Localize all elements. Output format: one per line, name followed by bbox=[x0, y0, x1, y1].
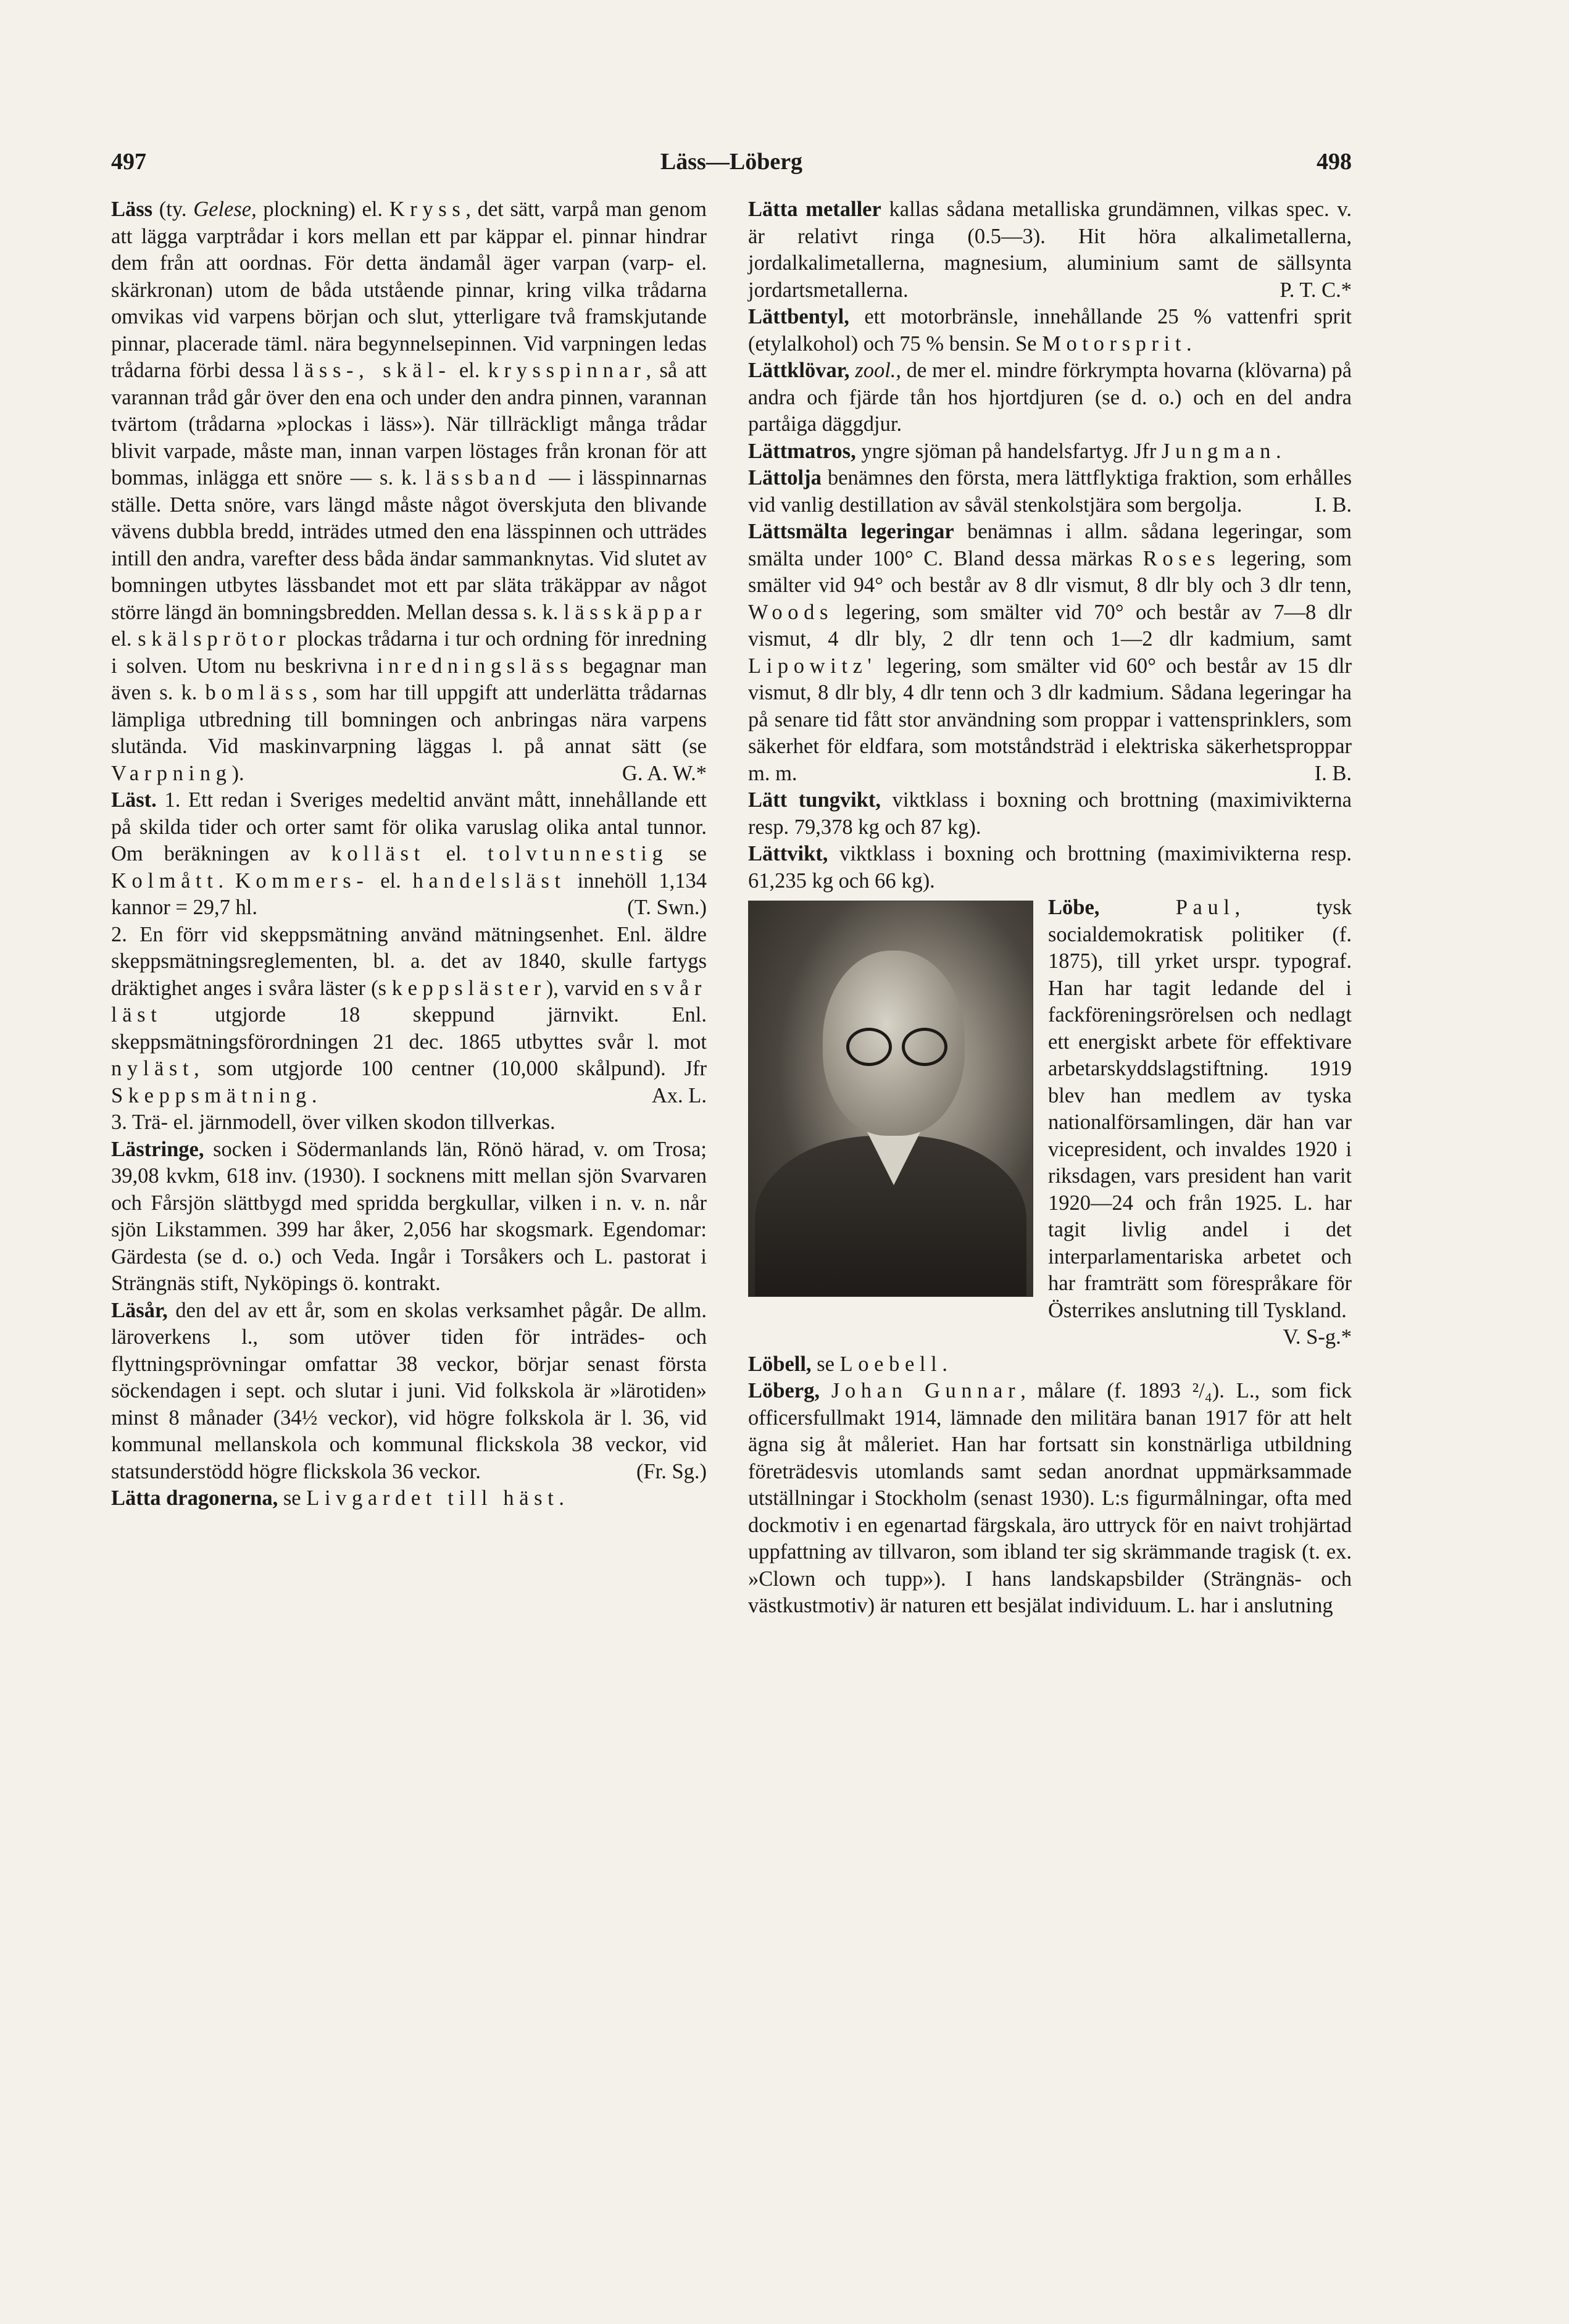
right-column bbox=[748, 196, 1352, 1620]
headword: Lätta metaller bbox=[748, 198, 881, 221]
headword: Löberg, bbox=[748, 1379, 820, 1402]
entry-last-2: 2. En förr vid skeppsmätning använd mätningsenhet. Enl. äldre skeppsmätningsreglementen, bl. a. det av 1840, skulle fartygs dräktighet anges i svåra läster (skeppsläster), varvid en svår läst utgjorde 18 skeppund järnvikt. Enl. skeppsmätningsförordningen 21 dec. 1865 utbyttes svår l. mot nyläst, som utgjorde 100 centner (10,000 skålpund). Jfr Skeppsmätning. Ax. L. bbox=[111, 922, 707, 1110]
headword: Lättmatros, bbox=[748, 439, 856, 463]
author-signature: G. A. W.* bbox=[622, 761, 707, 785]
entry-latta-metaller: Lätta metaller kallas sådana metalliska grundämnen, vilkas spec. v. är relativt ringa (0.5—3). Hit höra alkalimetallerna, jordalkalimetallerna, magnesium, aluminium samt de sällsynta jordartsmetallerna. P. T. C.* bbox=[748, 196, 1352, 304]
portrait-photo bbox=[748, 901, 1033, 1297]
entry-loberg: Löberg, Johan Gunnar, målare (f. 1893 ²/₄). L., som fick officersfullmakt 1914, lämnade den militära banan 1917 för att helt ägna sig åt måleriet. Han har fortsatt sin konstnärliga utbildning företrädesvis utomlands samt sedan anordnat uppmärksammade utställningar i Stockholm (senast 1930). L:s figurmålningar, ofta med dockmotiv i en egenartad färgskala, äro uttryck för en naivt trohjärtad uppfattning av tillvaron, som ibland ter sig skrämmande tragisk (t. ex. »Clown och tupp»). I hans landskapsbilder (Strängnäs- och västkustmotiv) är naturen ett besjälat individuum. L. har i anslutning bbox=[748, 1379, 1352, 1617]
page-header bbox=[111, 148, 1352, 185]
author-signature: (T. Swn.) bbox=[627, 896, 707, 919]
entry-last: Läst. 1. Ett redan i Sveriges medeltid använt mått, innehållande ett på skilda tider och orter samt för olika varuslag olika antal tunnor. Om beräkningen av kolläst el. tolvtunnestig se Kolmått. Kommers- el. handelsläst innehöll 1,134 kannor = 29,7 hl. (T. Swn.) bbox=[111, 787, 707, 922]
eyeglasses-icon bbox=[846, 1028, 892, 1066]
headword: Lättolja bbox=[748, 466, 822, 489]
entry-lattsmalta-legeringar: Lättsmälta legeringar benämnas i allm. sådana legeringar, som smälta under 100° C. Bland dessa märkas Roses legering, som smälter vid 94° och består av 8 dlr vismut, 8 dlr bly och 3 dlr tenn, Woods legering, som smälter vid 70° och består av 7—8 dlr vismut, 4 dlr bly, 2 dlr tenn och 1—2 dlr kadmium, samt Lipowitz' legering, som smälter vid 60° och består av 15 dlr vismut, 8 dlr bly, 4 dlr tenn och 3 dlr kadmium. Sådana legeringar ha på senare tid fått stor användning som proppar i vattensprinklers, som säkerhet för eldfara, som motståndsträd i elektriska säkerhetsproppar m. m. I. B. bbox=[748, 519, 1352, 787]
entry-latta-dragonerna: Lätta dragonerna, se Livgardet till häst. bbox=[111, 1486, 565, 1510]
headword: Lättbentyl, bbox=[748, 305, 849, 328]
entry-lattbentyl: Lättbentyl, ett motorbränsle, innehållande 25 % vattenfri sprit (etylalkohol) och 75 % bensin. Se Motorsprit. bbox=[748, 305, 1352, 356]
headword: Löbe, bbox=[1048, 896, 1100, 919]
entry-lattolja: Lättolja benämnes den första, mera lättflyktiga fraktion, som erhålles vid vanlig destillation av såväl stenkolstjära som bergolja. I. B. bbox=[748, 465, 1352, 519]
entry-lobe: Löbe, Paul , tysk socialdemokratisk politiker (f. 1875), till yrket urspr. typograf. Han har tagit ledande del i fackföreningsrörelsen och nedlagt ett energiskt arbete för effektivare arbetarskyddslagstiftning. 1919 blev han medlem av tyska nationalförsamlingen, där han var vicepresident, och invaldes 1920 i riksdagen, vars president han varit 1920—24 och från 1925. L. har tagit livlig andel i det interparlamentariska arbetet och har framträtt som förespråkare för Österrikes anslutning till Tyskland. V. S-g.* bbox=[748, 894, 1352, 1324]
page-number-left: 497 bbox=[111, 149, 146, 175]
headword: Läss bbox=[111, 198, 153, 221]
entry-lasar: Läsår, den del av ett år, som en skolas verksamhet pågår. De allm. läroverkens l., som utöver tiden för inträdes- och flyttningsprövningar omfattar 38 veckor, börjar senast första söckendagen i sept. och slutar i juni. Vid folkskola är »lärotiden» minst 8 månader (34½ veckor), vid högre folkskola är l. 36, vid kommunal mellanskola och kommunal flickskola 38 veckor, vid statsunderstödd högre flickskola 36 veckor. (Fr. Sg.) bbox=[111, 1297, 707, 1486]
entry-lobell: Löbell, se Loebell. bbox=[748, 1352, 947, 1376]
headword: Lästringe, bbox=[111, 1137, 204, 1161]
headword: Lätt tungvikt, bbox=[748, 788, 881, 812]
entry-lattmatros: Lättmatros, yngre sjöman på handelsfartyg. Jfr Jungman. bbox=[748, 439, 1281, 463]
page-number-right: 498 bbox=[1317, 149, 1352, 175]
author-signature: P. T. C.* bbox=[1280, 278, 1352, 302]
left-column bbox=[111, 196, 707, 1512]
headword: Läsår, bbox=[111, 1298, 168, 1322]
entry-lattklovar: Lättklövar, zool., de mer el. mindre förkrympta hovarna (klövarna) på andra och fjärde tån hos hjortdjuren (se d. o.) och en del andra partåiga däggdjur. bbox=[748, 359, 1352, 436]
headword: Lättklövar, bbox=[748, 359, 850, 382]
entry-lattvikt: Lättvikt, viktklass i boxning och brottning (maximivikterna resp. 61,235 kg och 66 kg). bbox=[748, 842, 1352, 893]
entry-lass: Läss (ty. Gelese, plockning) el. Kryss, det sätt, varpå man genom att lägga varptrådar i kors mellan ett par käppar el. pinnar hindrar dem från att oordnas. För detta ändamål äger varpan (varp- el. skärkronan) utom de båda utstående pinnar, kring vilka trådarna omvikas vid varpens början och slut, ytterligare två framskjutande pinnar, placerade täml. nära begynnelsepinnen. Vid varpningen ledas trådarna förbi dessa läss-, skäl- el. krysspinnar, så att varannan tråd går över den ena och under den andra pinnen, varannan tvärtom (trådarna »plockas i läss»). När tillräckligt många trådar blivit varpade, måste man, innan varpen löstages från kronan för att bommas, inlägga ett snöre — s. k. lässband — i lässpinnarnas ställe. Detta snöre, vars längd måste något överskjuta den blivande vävens dubbla bredd, inträdes utmed den ena lässpinnen och utträdes intill den andra, varefter dess båda ändar sammanknytas. Vid slutet av bomningen utbytes lässbandet mot ett par släta träkäppar av något större längd än bomningsbredden. Mellan dessa s. k. lässkäppar el. skälsprötor plockas trådarna i tur och ordning för inredning i solven. Utom nu beskrivna inredningsläss begagnar man även s. k. bomläss, som har till uppgift att underlätta trådarnas lämpliga utbredning till bomningen och anbringas nära varpens slutända. Vid maskinvarpning läggas l. på annat sätt (se Varpning). G. A. W.* bbox=[111, 196, 707, 787]
author-signature: V. S-g.* bbox=[1283, 1325, 1352, 1349]
headword: Lätta dragonerna, bbox=[111, 1486, 278, 1510]
author-signature: (Fr. Sg.) bbox=[636, 1459, 707, 1483]
author-signature: I. B. bbox=[1314, 761, 1352, 785]
entry-lastringe: Lästringe, socken i Södermanlands län, Rönö härad, v. om Trosa; 39,08 kvkm, 618 inv. (1930). I socknens mitt mellan sjön Svarvaren och Fårsjön slättbygd med spridda bergkullar, vilken i n. v. n. når sjön Likstammen. 399 har åker, 2,056 har skogsmark. Egendomar: Gärdesta (se d. o.) och Veda. Ingår i Torsåkers och L. pastorat i Strängnäs stift, Nyköpings ö. kontrakt. bbox=[111, 1137, 707, 1295]
headword: Läst. bbox=[111, 788, 157, 812]
running-title: Läss—Löberg bbox=[660, 149, 803, 175]
headword: Löbell, bbox=[748, 1352, 812, 1376]
headword: Lättsmälta legeringar bbox=[748, 520, 954, 543]
entry-last-3: 3. Trä- el. järnmodell, över vilken skodon tillverkas. bbox=[111, 1110, 556, 1134]
author-signature: I. B. bbox=[1314, 493, 1352, 517]
entry-latt-tungvikt: Lätt tungvikt, viktklass i boxning och brottning (maximivikterna resp. 79,378 kg och 87 kg). bbox=[748, 788, 1352, 839]
headword: Lättvikt, bbox=[748, 842, 828, 865]
author-signature: Ax. L. bbox=[651, 1083, 707, 1107]
